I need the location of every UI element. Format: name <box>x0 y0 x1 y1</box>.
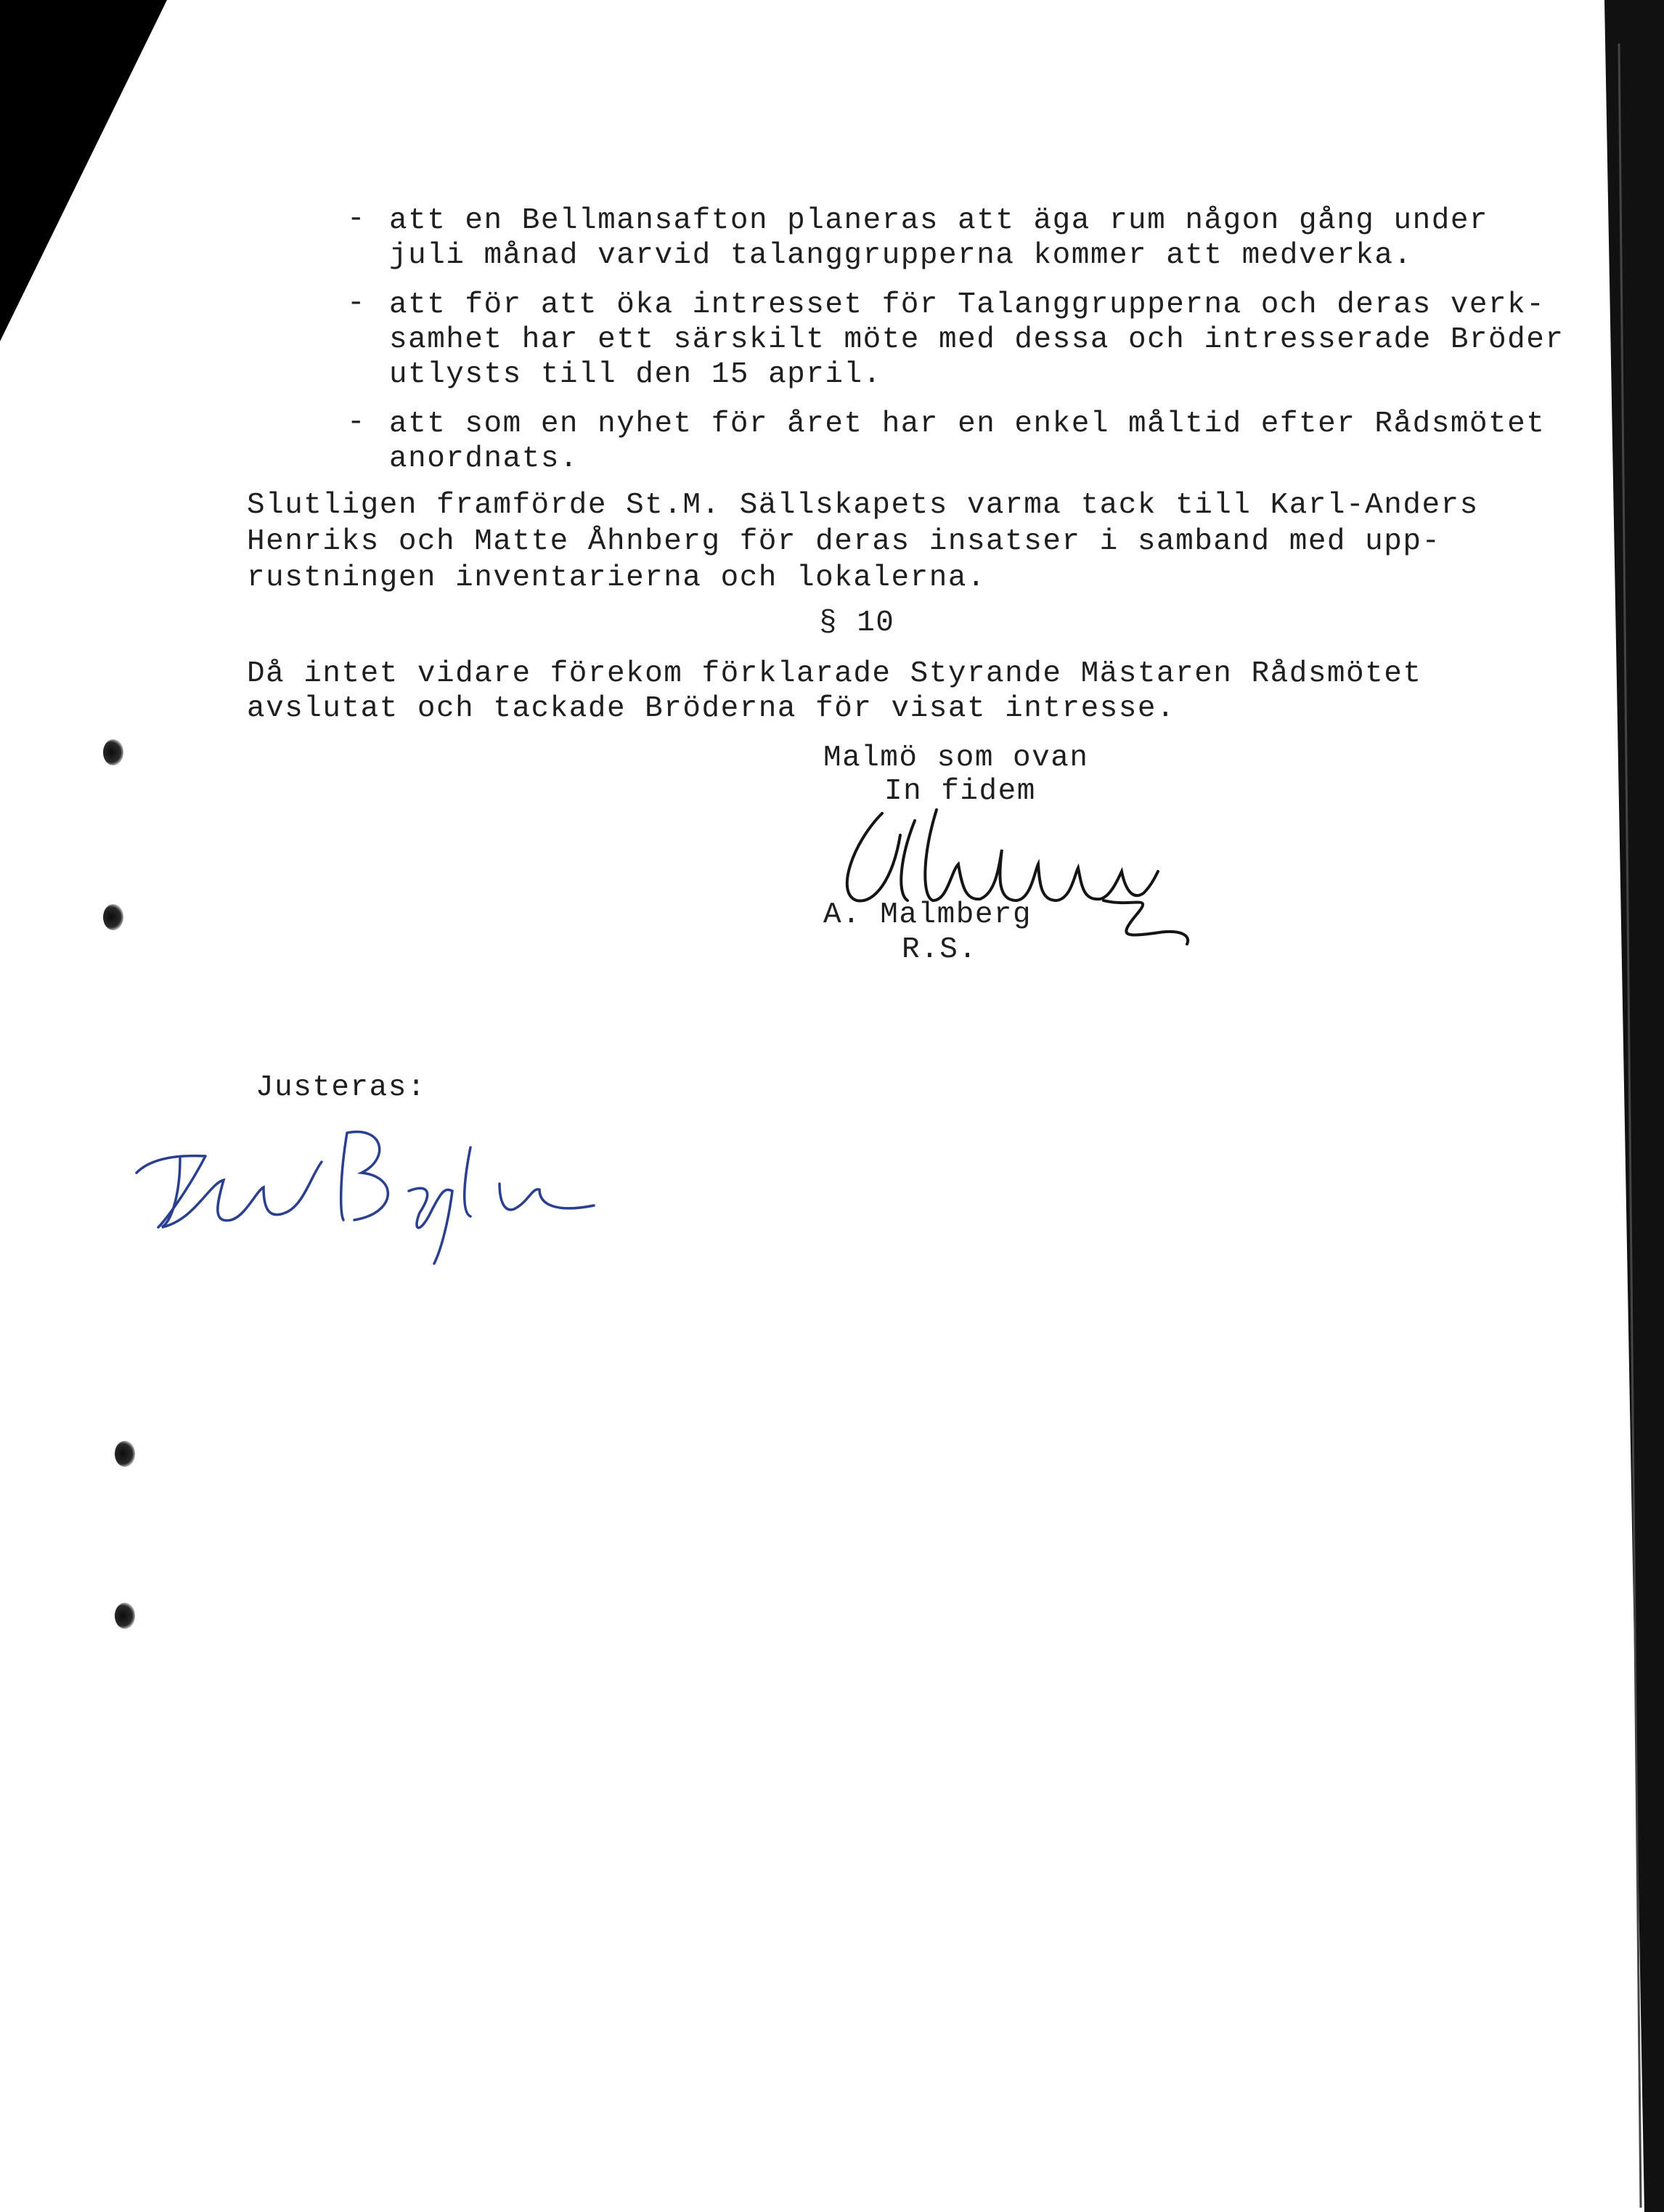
section-heading: § 10 <box>819 606 895 640</box>
closing-line-1: Då intet vidare förekom förklarade Styrande Mästaren Rådsmötet <box>247 657 1422 691</box>
bullet-1-line-2: juli månad varvid talanggrupperna kommer att medverka. <box>389 239 1413 272</box>
signoff-place: Malmö som ovan <box>823 741 1089 775</box>
signoff-name: A. Malmberg <box>823 898 1032 932</box>
secretary-signature <box>813 792 1191 966</box>
signoff-phrase: In fidem <box>884 775 1036 808</box>
thanks-line-1: Slutligen framförde St.M. Sällskapets varma tack till Karl-Anders <box>247 489 1479 522</box>
bullet-1-line-1: att en Bellmansafton planeras att äga rum någon gång under <box>389 204 1489 237</box>
bullet-2-line-2: samhet har ett särskilt möte med dessa och intresserade Bröder <box>389 323 1565 357</box>
thanks-line-2: Henriks och Matte Åhnberg för deras insatser i samband med upp- <box>247 525 1441 558</box>
bullet-marker: - <box>347 406 365 439</box>
adjust-label: Justeras: <box>256 1071 426 1105</box>
bullet-2-line-1: att för att öka intresset för Talanggrupperna och deras verk- <box>389 288 1546 322</box>
closing-line-2: avslutat och tackade Bröderna för visat intresse. <box>247 692 1176 725</box>
thanks-line-3: rustningen inventarierna och lokalerna. <box>247 561 987 595</box>
adjuster-signature <box>122 1104 616 1278</box>
bullet-marker: - <box>347 287 365 320</box>
signoff-title: R.S. <box>902 933 978 967</box>
bullet-2-line-3: utlysts till den 15 april. <box>389 358 882 391</box>
bullet-3-line-2: anordnats. <box>389 442 579 476</box>
bullet-3-line-1: att som en nyhet för året har en enkel måltid efter Rådsmötet <box>389 407 1546 441</box>
bullet-marker: - <box>347 203 365 236</box>
